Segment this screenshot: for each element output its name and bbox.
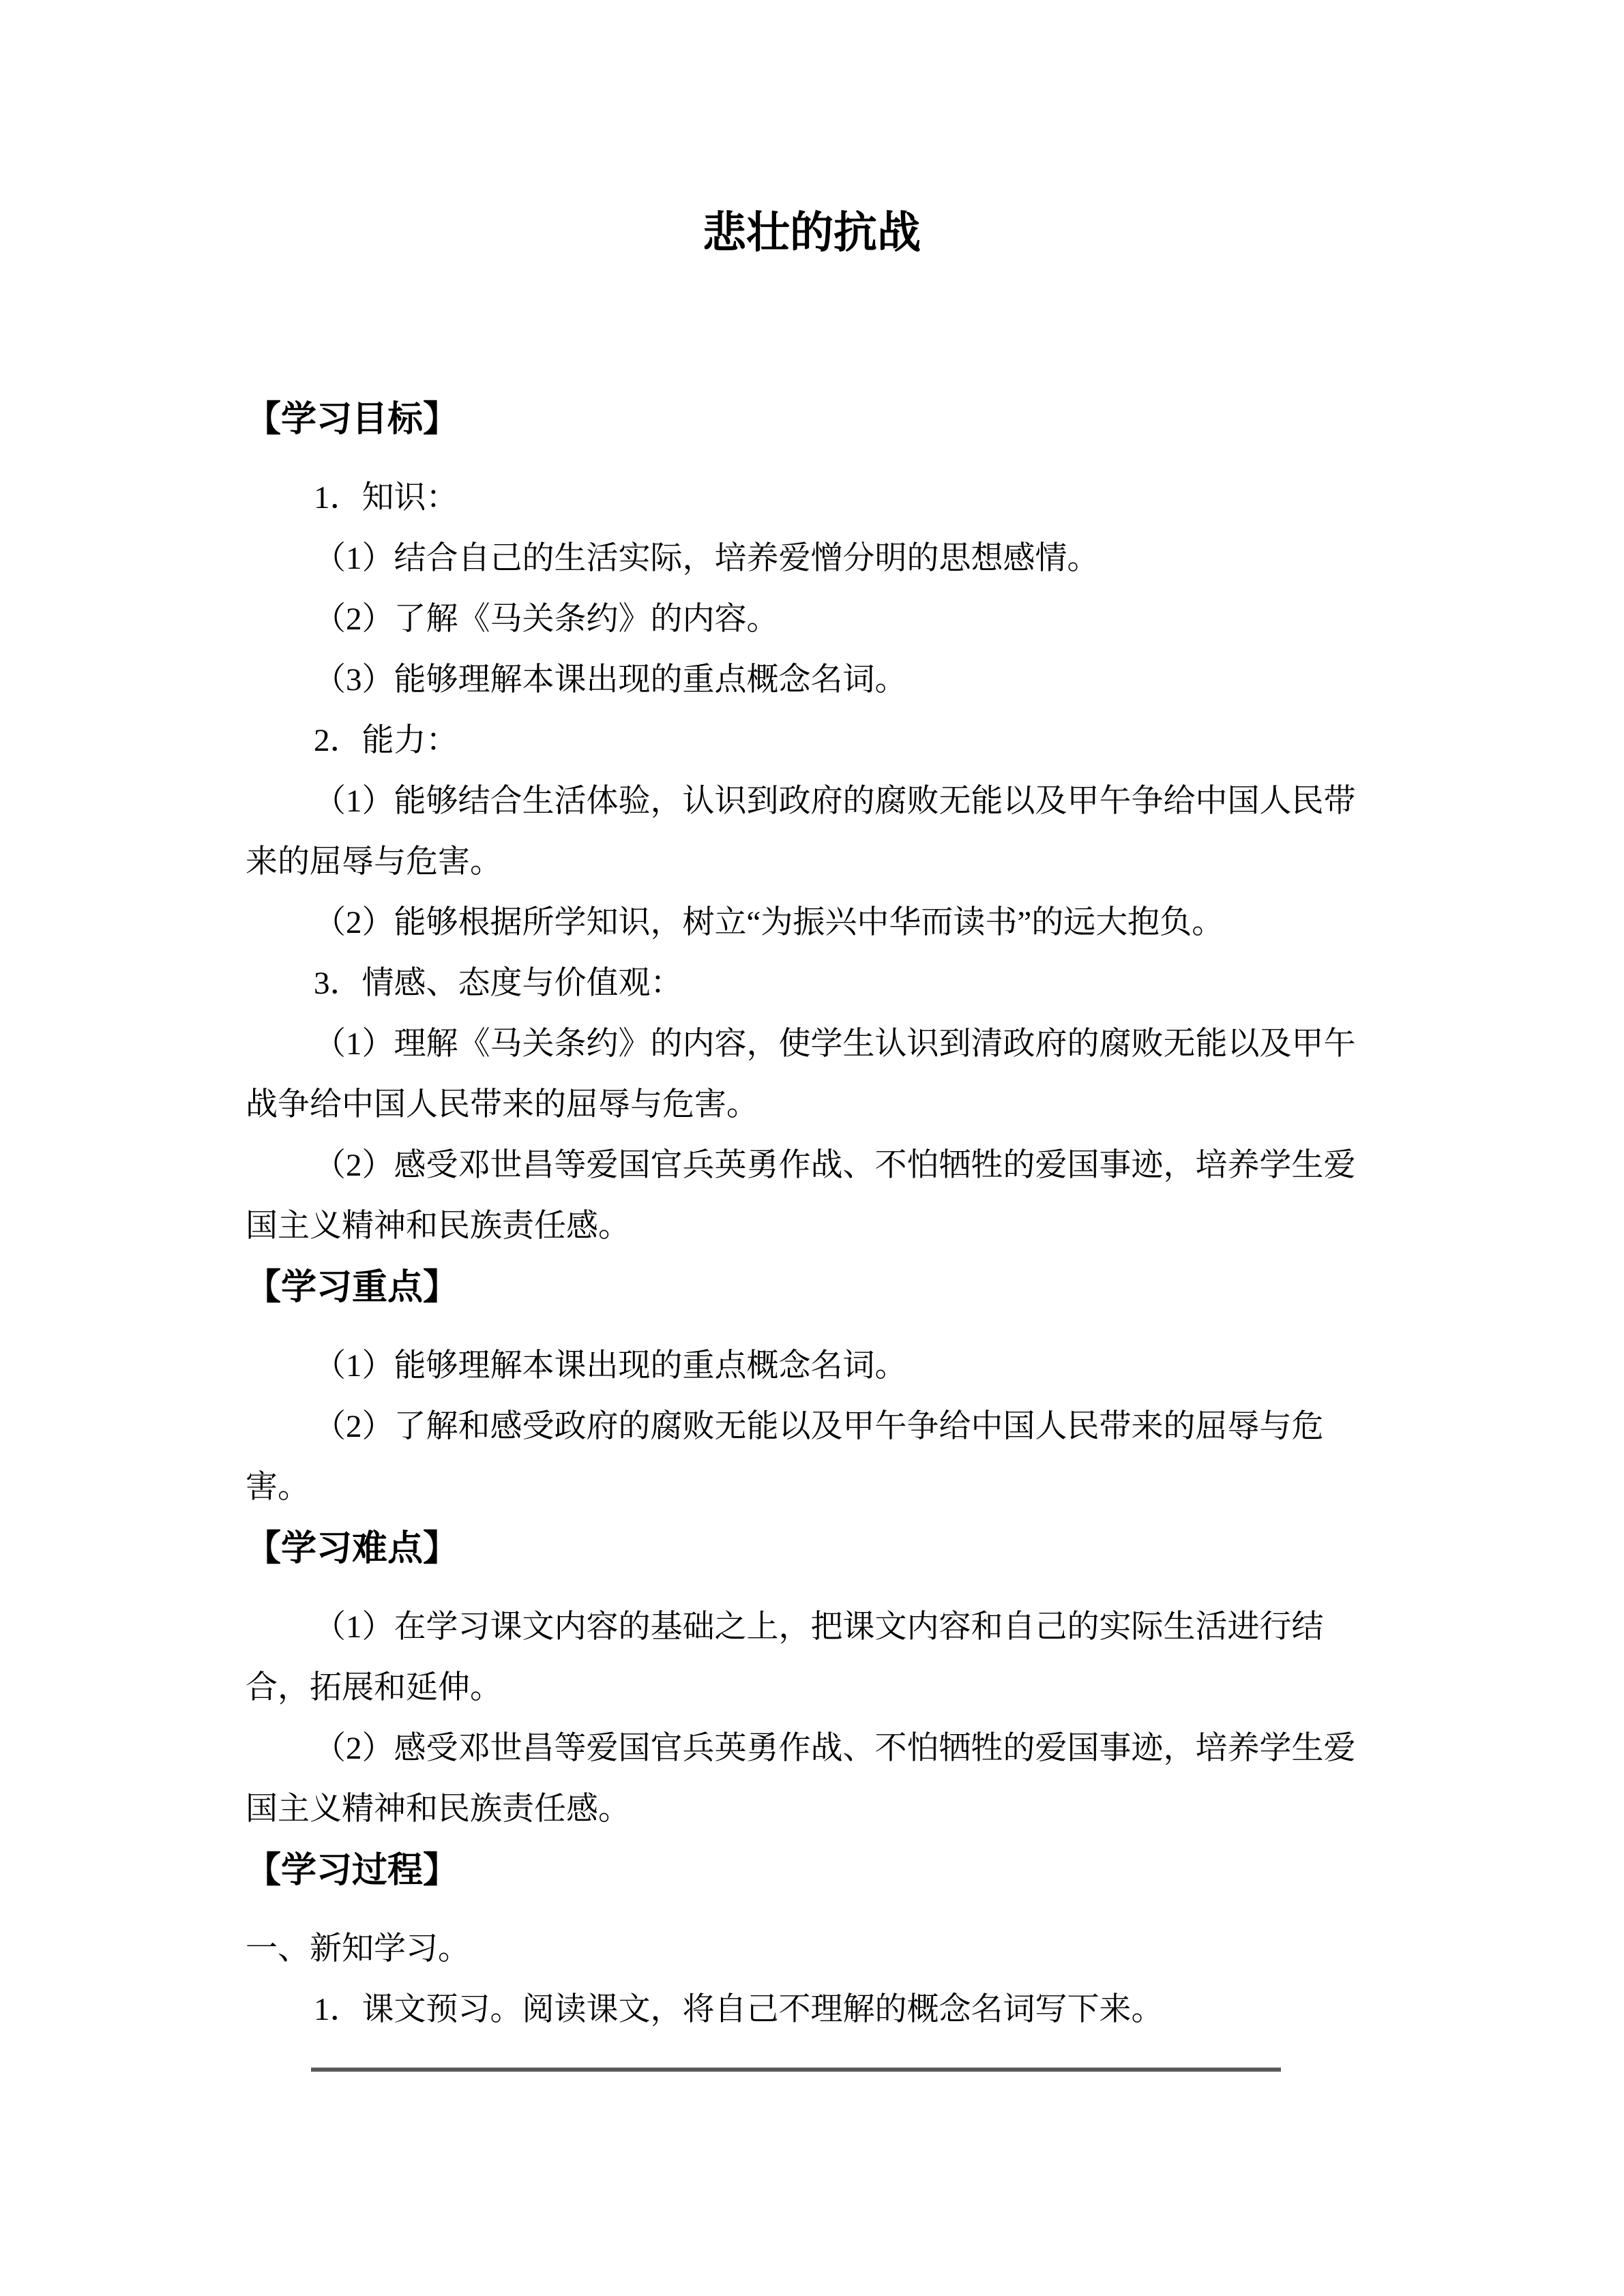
document-body bbox=[246, 389, 1378, 2072]
paragraph-line: （2）了解《马关条约》的内容。 bbox=[314, 601, 779, 637]
paragraph-line: （2）感受邓世昌等爱国官兵英勇作战、不怕牺牲的爱国事迹，培养学生爱 bbox=[314, 1148, 1356, 1183]
paragraph-line: （2）能够根据所学知识，树立“为振兴中华而读书”的远大抱负。 bbox=[314, 905, 1224, 940]
paragraph-line: （1）理解《马关条约》的内容，使学生认识到清政府的腐败无能以及甲午 bbox=[314, 1026, 1356, 1062]
fill-in-blank-line bbox=[311, 2068, 1281, 2072]
paragraph-line: （1）结合自己的生活实际，培养爱憎分明的思想感情。 bbox=[314, 541, 1099, 576]
section-heading: 【学习过程】 bbox=[246, 1851, 459, 1890]
paragraph-line: 合，拓展和延伸。 bbox=[246, 1670, 502, 1705]
paragraph-line: 1．知识： bbox=[314, 480, 458, 516]
paragraph-line: （1）在学习课文内容的基础之上，把课文内容和自己的实际生活进行结 bbox=[314, 1609, 1324, 1645]
paragraph-line: 国主义精神和民族责任感。 bbox=[246, 1208, 630, 1244]
paragraph-line: 害。 bbox=[246, 1470, 310, 1505]
paragraph-line: 战争给中国人民带来的屈辱与危害。 bbox=[246, 1087, 758, 1122]
paragraph-line: （1）能够结合生活体验，认识到政府的腐败无能以及甲午争给中国人民带 bbox=[314, 784, 1356, 819]
paragraph-line: 1．课文预习。阅读课文，将自己不理解的概念名词写下来。 bbox=[314, 1992, 1164, 2027]
section-heading: 【学习目标】 bbox=[246, 400, 459, 439]
section-heading: 【学习重点】 bbox=[246, 1268, 459, 1307]
paragraph-line: （3）能够理解本课出现的重点概念名词。 bbox=[314, 662, 907, 698]
paragraph-line: （2）感受邓世昌等爱国官兵英勇作战、不怕牺牲的爱国事迹，培养学生爱 bbox=[314, 1731, 1356, 1766]
paragraph-line: 2．能力： bbox=[314, 723, 458, 758]
paragraph-line: 一、新知学习。 bbox=[246, 1931, 470, 1967]
paragraph-line: （2）了解和感受政府的腐败无能以及甲午争给中国人民带来的屈辱与危 bbox=[314, 1409, 1324, 1444]
paragraph-line: 国主义精神和民族责任感。 bbox=[246, 1791, 630, 1827]
paragraph-line: 来的屈辱与危害。 bbox=[246, 844, 502, 880]
paragraph-line: 3．情感、态度与价值观： bbox=[314, 966, 683, 1001]
document-title: 悲壮的抗战 bbox=[703, 209, 921, 257]
section-heading: 【学习难点】 bbox=[246, 1529, 459, 1568]
paragraph-line: （1）能够理解本课出现的重点概念名词。 bbox=[314, 1348, 907, 1384]
